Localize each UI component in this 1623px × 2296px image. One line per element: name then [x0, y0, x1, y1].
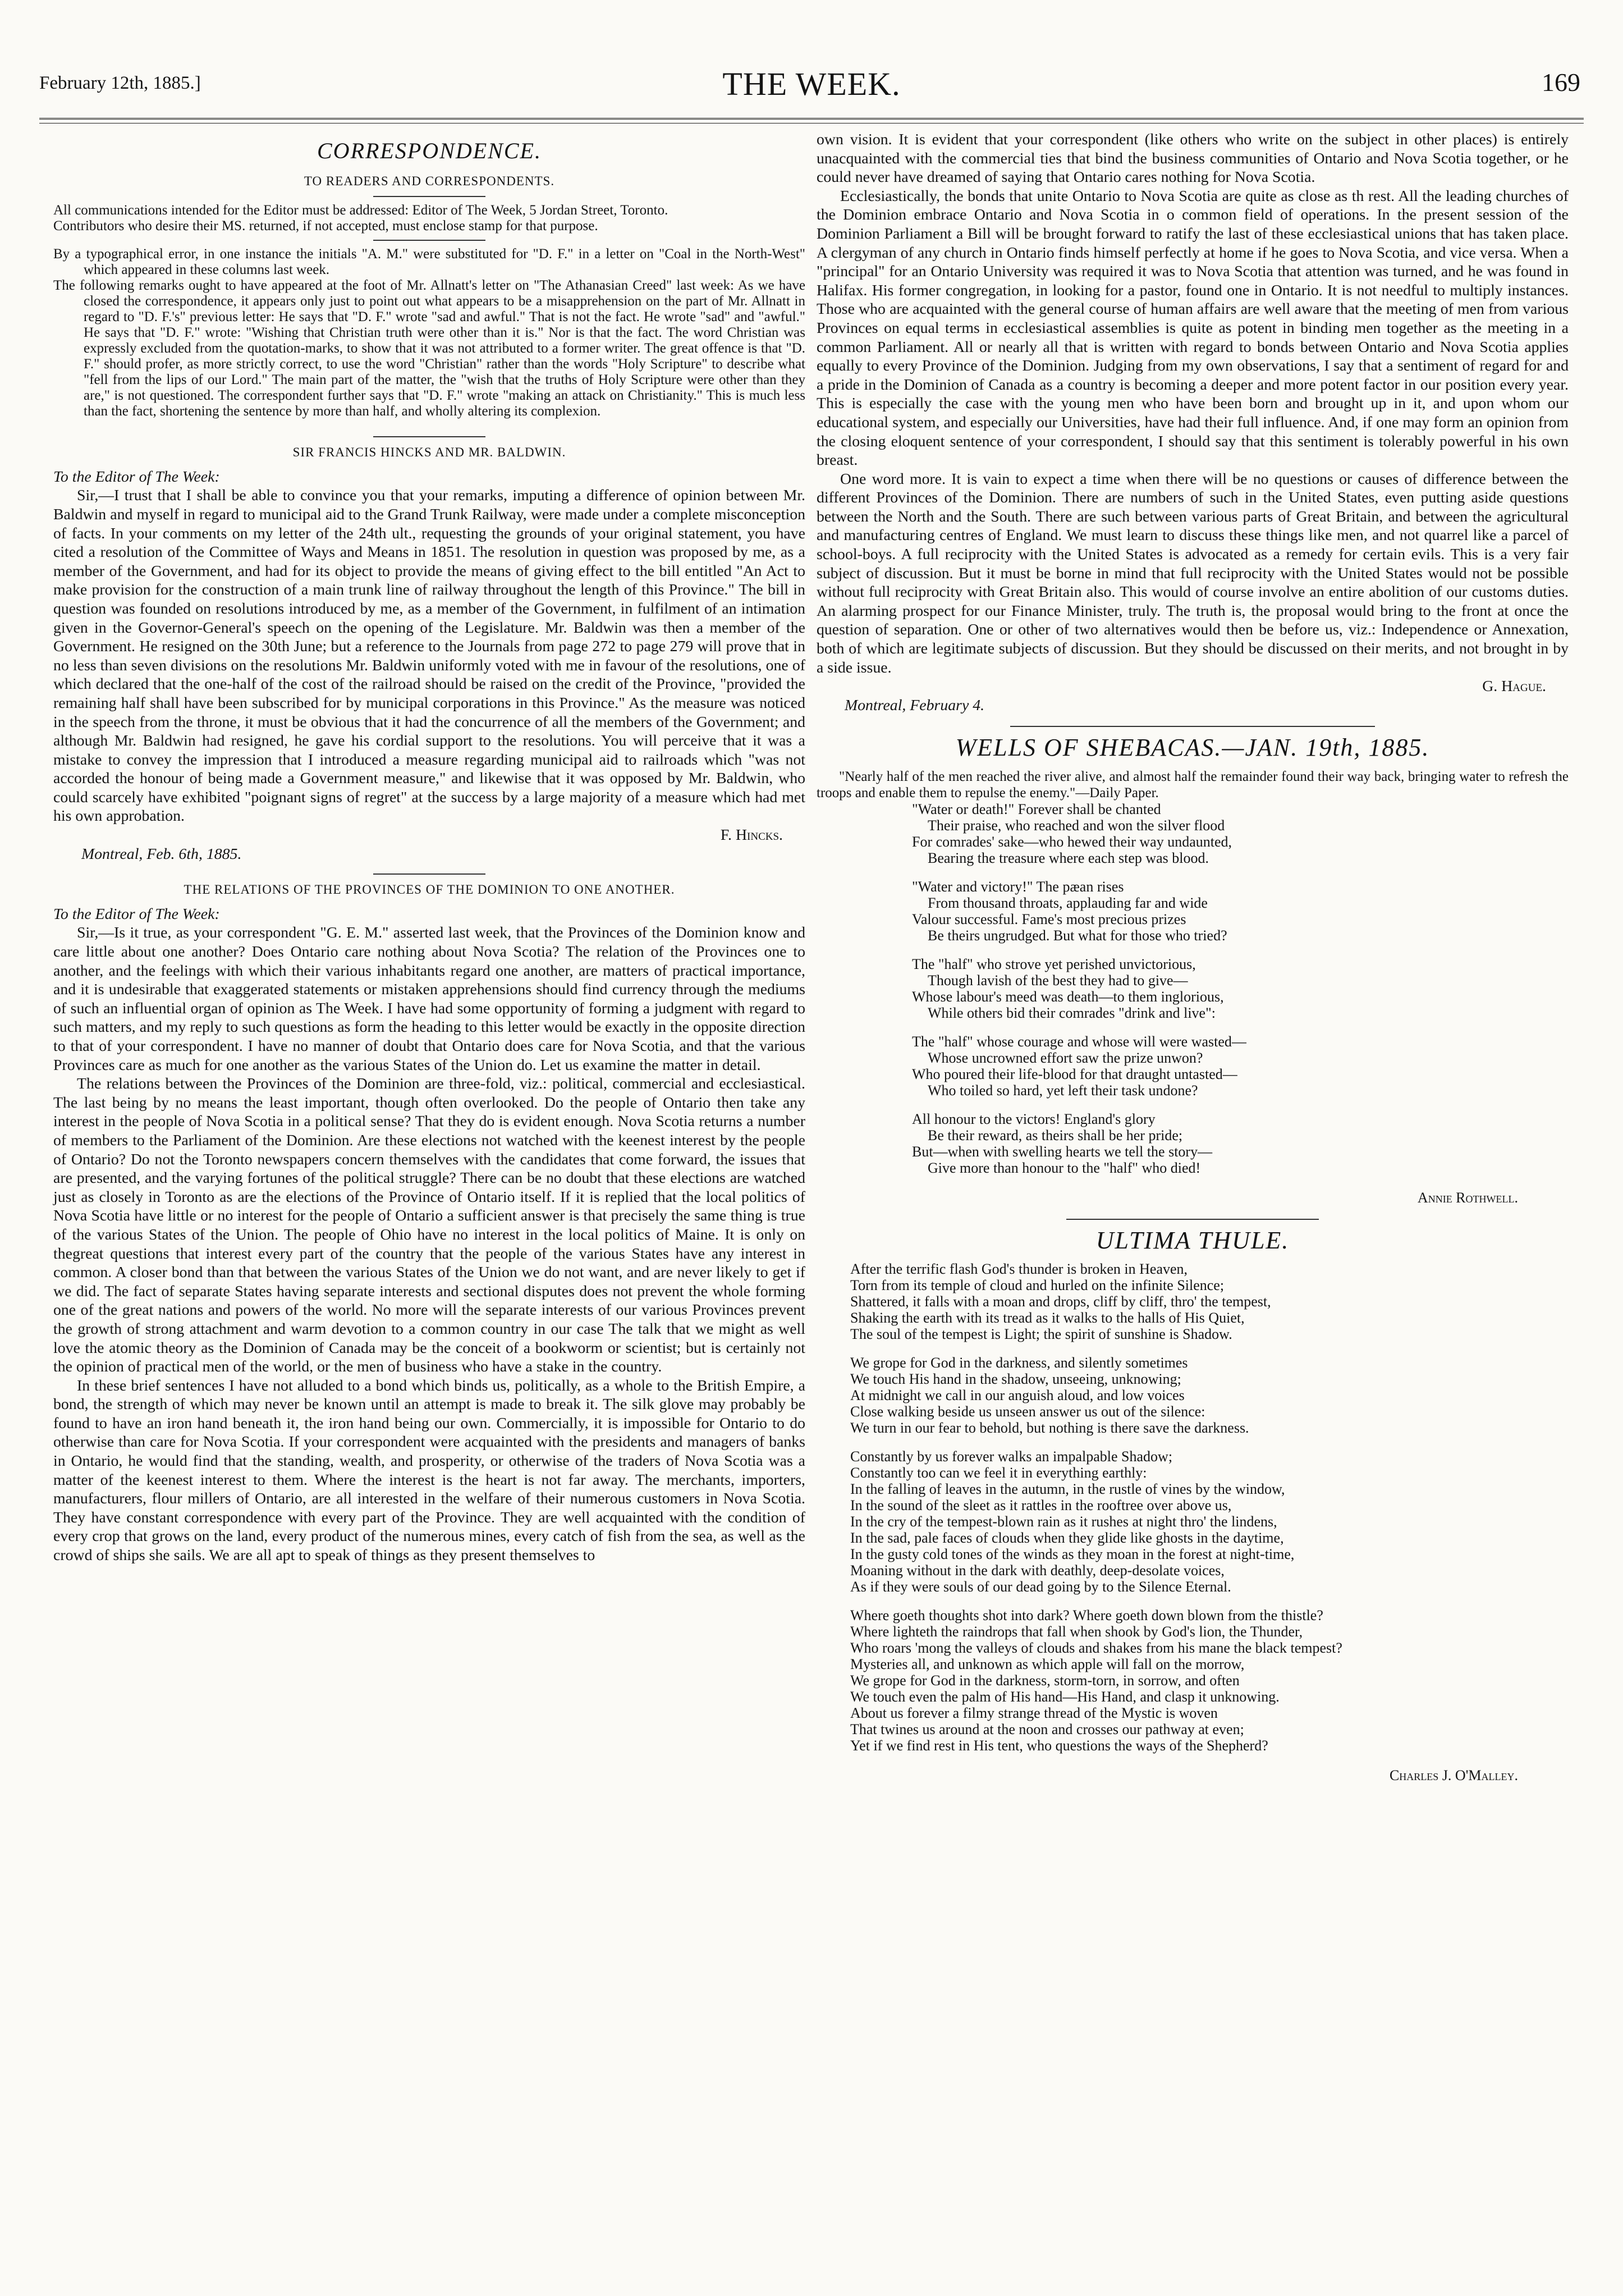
poem-line: Shaking the earth with its tread as it walks to the halls of His Quiet,: [850, 1310, 1245, 1327]
poem-line: Constantly too can we feel it in everything earthly:: [850, 1465, 1147, 1481]
hincks-letter-body: Sir,—I trust that I shall be able to convince you that your remarks, imputing a difference of opinion between Mr. Baldwin and myself in regard to municipal aid to the Grand Trunk Railway, were made under a complete misconception of facts. In your comments on my letter of the 24th ult., requesting the grounds of your original statement, you have cited a resolution of the Committee of Ways and Means in 1851. The resolution in question was proposed by me, as a member of the Government, and had for its object to provide the means of giving effect to the bill entitled "An Act to make provision for the construction of a main trunk line of railway throughout the length of this Province." The bill in question was founded on resolutions introduced by me, as a member of the Government, in fulfilment of an intimation given in the Governor-General's speech on the opening of the Legislature. Mr. Baldwin was then a member of the Government. He resigned on the 30th June; but a reference to the Journals from page 272 to page 279 will prove that in no less than seven divisions on the resolutions Mr. Baldwin uniformly voted with me in favour of the resolutions, one of which declared that the one-half of the cost of the railroad should be raised on the credit of the Province, "provided the remaining half shall have been subscribed for by municipal corporations in this Province." As the measure was noticed in the speech from the throne, it must be obvious that it had the concurrence of all the members of the Government; and although Mr. Baldwin had resigned, he gave his cordial support to the resolutions. You will perceive that it was a mistake to convey the impression that I introduced a measure regarding municipal aid to railroads which "was not accorded the honour of being made a Government measure," and likewise that it was opposed by Mr. Baldwin, who could scarcely have exhibited "poignant signs of regret" at the success by a large majority of a measure which had met his own approbation.: [53, 487, 805, 825]
divider: [373, 240, 485, 241]
readers-heading: TO READERS AND CORRESPONDENTS.: [304, 173, 555, 188]
thule-poem: [817, 1261, 1569, 1754]
correspondence-heading: CORRESPONDENCE.: [317, 138, 542, 163]
poem-line: We touch even the palm of His hand—His Hand, and clasp it unknowing.: [850, 1689, 1280, 1705]
poem-stanza: [817, 956, 1569, 1021]
poem-line: "Water or death!" Forever shall be chanted: [912, 801, 1161, 817]
poem-line: Where goeth thoughts shot into dark? Where goeth down blown from the thistle?: [850, 1607, 1323, 1624]
poem-line: Give more than honour to the "half" who died!: [928, 1160, 1201, 1176]
poem-line: Who poured their life-blood for that draught untasted—: [912, 1066, 1237, 1082]
poem-line: The "half" whose courage and whose will were wasted—: [912, 1033, 1246, 1050]
divider: [1066, 1219, 1319, 1220]
poem-line: Yet if we find rest in His tent, who questions the ways of the Shepherd?: [850, 1737, 1268, 1754]
poem-line: Who roars 'mong the valleys of clouds and shakes from his mane the black tempest?: [850, 1640, 1342, 1657]
wells-poem: [817, 801, 1569, 1176]
poem-line: Their praise, who reached and won the silver flood: [928, 817, 1225, 834]
poem-stanza: [817, 1355, 1569, 1436]
poem-line: Bearing the treasure where each step was blood.: [928, 850, 1209, 866]
poem-line: About us forever a filmy strange thread of the Mystic is woven: [850, 1705, 1218, 1722]
poem-line: Where lighteth the raindrops that fall when shook by God's lion, the Thunder,: [850, 1623, 1303, 1640]
poem-line: Moaning without in the dark with deathly, deep-desolate voices,: [850, 1562, 1225, 1579]
poem-line: Mysteries all, and unknown as which apple will fall on the morrow,: [850, 1656, 1245, 1673]
relations-paragraph: In these brief sentences I have not alluded to a bond which binds us, politically, as a whole to the British Empire, a bond, the strength of which may never be known until an attempt is made to break it. The silk glove may probably be found to have an iron hand beneath it, the iron hand being our own. Commercially, it is impossible for Ontario to do otherwise than care for Nova Scotia. If your correspondent were acquainted with the presidents and managers of banks in Ontario, he would find that the standing, wealth, and prosperity, or otherwise of the traders of Nova Scotia was a matter of the keenest interest to them. Where the interest is the heart is not far away. The merchants, importers, manufacturers, flour millers of Ontario, are all interested in the welfare of their numerous customers in Nova Scotia. They have constant correspondence with every part of the Province. They are well acquainted with the condition of every crop that grows on the land, every product of the numerous mines, every catch of fish from the sea, as well as the crowd of ships she sails. We are all apt to speak of things as they present themselves to: [53, 1376, 805, 1565]
hincks-heading: SIR FRANCIS HINCKS AND MR. BALDWIN.: [292, 445, 566, 460]
poem-stanza: [817, 1111, 1569, 1176]
poem-stanza: [817, 801, 1569, 866]
wells-epigraph: "Nearly half of the men reached the river alive, and almost half the remainder found their way back, bringing water to refresh the troops and enable them to repulse the enemy."—Daily Paper.: [817, 769, 1569, 801]
poem-line: We grope for God in the darkness, storm-torn, in sorrow, and often: [850, 1672, 1240, 1689]
poem-line: In the gusty cold tones of the winds as they moan in the forest at night-time,: [850, 1546, 1295, 1563]
poem-line: But—when with swelling hearts we tell the story—: [912, 1144, 1213, 1160]
hincks-dateline: Montreal, Feb. 6th, 1885.: [81, 845, 242, 863]
editor-address-notice: All communications intended for the Editor must be addressed: Editor of The Week, 5 Jordan Street, Toronto.: [53, 203, 668, 218]
divider: [373, 873, 485, 875]
poem-line: That twines us around at the noon and crosses our pathway at even;: [850, 1721, 1244, 1738]
issue-date: February 12th, 1885.]: [39, 73, 201, 93]
masthead-title: THE WEEK.: [722, 66, 901, 102]
poem-line: Constantly by us forever walks an impalpable Shadow;: [850, 1448, 1173, 1465]
poem-line: Be theirs ungrudged. But what for those who tried?: [928, 927, 1227, 944]
poem-stanza: [817, 1033, 1569, 1099]
hincks-signature: F. Hincks.: [720, 826, 783, 844]
poem-line: Though lavish of the best they had to give—: [928, 972, 1188, 989]
poem-line: The soul of the tempest is Light; the spirit of sunshine is Shadow.: [850, 1326, 1232, 1343]
poem-line: The "half" who strove yet perished unvictorious,: [912, 956, 1196, 972]
poem-line: In the sad, pale faces of clouds when they glide like ghosts in the daytime,: [850, 1530, 1284, 1547]
poem-line: Be their reward, as theirs shall be her pride;: [928, 1127, 1183, 1144]
divider: [1010, 726, 1375, 727]
poem-line: In the falling of leaves in the autumn, in the rustle of vines by the window,: [850, 1481, 1285, 1498]
poem-line: At midnight we call in our anguish aloud, and low voices: [850, 1387, 1185, 1404]
errata-note: By a typographical error, in one instance the initials "A. M." were substituted for "D. F." in a letter on "Coal in the North-West" which appeared in these columns last week.: [53, 246, 805, 278]
relations-paragraph: Sir,—Is it true, as your correspondent "G. E. M." asserted last week, that the Provinces of the Dominion know and care little about one another? Does Ontario care nothing about Nova Scotia? The relation of the Provinces one to another, and the feelings with which their various inhabitants regard one another, are matters of practical importance, and it is undesirable that exaggerated statements or mistaken apprehensions should find currency through the mediums of such an influential organ of opinion as The Week. I have had some opportunity of forming a judgment with regard to such matters, and my reply to such questions as form the heading to this letter would be exactly in the opposite direction to that of your correspondent. I have no manner of doubt that Ontario does care for Nova Scotia, and that the various Provinces care as much for one another as the various States of the Union do. Let us examine the matter in detail.: [53, 924, 805, 1074]
poem-line: We touch His hand in the shadow, unseeing, unknowing;: [850, 1371, 1181, 1388]
page-header: [39, 67, 1584, 112]
poem-line: For comrades' sake—who hewed their way undaunted,: [912, 834, 1232, 850]
thule-author: Charles J. O'Malley.: [1389, 1767, 1518, 1784]
right-column: [817, 130, 1569, 1785]
poem-line: From thousand throats, applauding far and wide: [928, 895, 1208, 911]
divider: [373, 436, 485, 437]
wells-poem-title: WELLS OF SHEBACAS.—JAN. 19th, 1885.: [955, 734, 1430, 762]
poem-line: After the terrific flash God's thunder is broken in Heaven,: [850, 1261, 1188, 1278]
poem-line: Whose labour's meed was death—to them inglorious,: [912, 989, 1224, 1005]
poem-line: Who toiled so hard, yet left their task undone?: [928, 1082, 1198, 1099]
poem-line: All honour to the victors! England's glory: [912, 1111, 1156, 1127]
thule-poem-title: ULTIMA THULE.: [1095, 1226, 1290, 1254]
wells-author: Annie Rothwell.: [1417, 1190, 1518, 1206]
poem-line: Shattered, it falls with a moan and drops, cliff by cliff, thro' the tempest,: [850, 1293, 1271, 1310]
hincks-addressee: To the Editor of The Week:: [53, 468, 220, 486]
hague-dateline: Montreal, February 4.: [845, 696, 985, 714]
poem-stanza: [817, 879, 1569, 944]
poem-line: We turn in our fear to behold, but nothing is there save the darkness.: [850, 1420, 1249, 1437]
poem-stanza: [817, 1448, 1569, 1595]
poem-line: Valour successful. Fame's most precious prizes: [912, 911, 1186, 927]
contributors-notice: Contributors who desire their MS. returned, if not accepted, must enclose stamp for that purpose.: [53, 218, 598, 234]
allnatt-note: The following remarks ought to have appeared at the foot of Mr. Allnatt's letter on "The Athanasian Creed" last week: As we have closed the correspondence, it appears only just to point out what appears to be a misapprehension on the part of Mr. Allnatt in regard to "D. F.'s" previous letter: He says that "D. F." wrote "sad and awful." That is not the fact. He wrote "sad" and "awful." He says that "D. F." wrote: "Wishing that Christian truth were other than it is." Nor is that the fact. The word Christian was expressly excluded from the quotation-marks, to show that it was not attributed to a former writer. The great offence is that "D. F." should profer, as more strictly correct, to use the word "Christian" rather than the words "Holy Scripture" to describe what "fell from the lips of our Lord." The main part of the matter, the "wish that the truths of Holy Scripture were other than they are," is not questioned. The correspondent further says that "D. F." wrote "making an attack on Christianity." This is much less than the fact, shortening the sentence by more than half, and wholly altering its complexion.: [53, 278, 805, 419]
relations-addressee: To the Editor of The Week:: [53, 905, 220, 923]
relations-paragraph: The relations between the Provinces of the Dominion are three-fold, viz.: political, commercial and ecclesiastical. The last being by no means the least important, though often overlooked. Do the people of Ontario then take any interest in the people of Nova Scotia in a political sense? That they do is evident enough. Nova Scotia returns a number of members to the Parliament of the Dominion. Are these elections not watched with the keenest interest by the people of Ontario? Do not the Toronto newspapers concern themselves with the candidates that come forward, the issues that are presented, and the varying fortunes of the political struggle? There can be no doubt that these elections are watched just as closely in Toronto as are the elections of the Province of Ontario itself. If it is replied that the local politics of Nova Scotia have little or no interest for the people of Ontario a sufficient answer is that precisely the same thing is true of the various States of the Union. The people of Ohio have no interest in the local politics of Maine. It is only on thegreat questions that interest every part of the country that the people of the various States have any interest in common. A closer bond than that between the various States of the Union we do not want, and are never likely to get if we did. The fact of separate States having separate interests and sectional disputes does not prevent the whole forming one of the great nations and powers of the world. No more will the separate interests of our various Provinces prevent the growth of strong attachment and warm devotion to a common country in our case The talk that we might as well love the atomic theory as the Dominion of Canada may be the conceit of a bookworm or scientist; but is certainly not the opinion of practical men of the world, or the men of business who have a stake in the country.: [53, 1075, 805, 1376]
relations-continued: own vision. It is evident that your correspondent (like others who write on the subject in other places) is entirely unacquainted with the commercial ties that bind the business communities of Ontario and Nova Scotia together, or he could never have dreamed of saying that Ontario cares nothing for Nova Scotia.: [817, 131, 1569, 186]
poem-stanza: [817, 1607, 1569, 1754]
relations-heading: THE RELATIONS OF THE PROVINCES OF THE DOMINION TO ONE ANOTHER.: [184, 882, 675, 897]
poem-line: In the sound of the sleet as it rattles in the rooftree over above us,: [850, 1497, 1232, 1514]
poem-line: Whose uncrowned effort saw the prize unwon?: [928, 1050, 1203, 1066]
poem-line: We grope for God in the darkness, and silently sometimes: [850, 1355, 1188, 1371]
poem-line: In the cry of the tempest-blown rain as it rushes at night thro' the lindens,: [850, 1513, 1277, 1530]
poem-line: Torn from its temple of cloud and hurled on the infinite Silence;: [850, 1277, 1225, 1294]
poem-line: As if they were souls of our dead going by to the Silence Eternal.: [850, 1579, 1231, 1595]
header-rule: [39, 118, 1584, 124]
relations-continued: Ecclesiastically, the bonds that unite Ontario to Nova Scotia are quite as close as th rest. All the leading churches of the Dominion embrace Ontario and Nova Scotia in o common field of operations. In the present session of the Dominion Parliament a Bill will be brought forward to ratify the last of these ecclesiastical unions that has taken place. A clergyman of any church in Ontario finds himself perfectly at home if he goes to Nova Scotia, and vice versa. When a "principal" for an Ontario University was required it was to Nova Scotia that attention was turned, and he was found in Halifax. His former congregation, in looking for a pastor, found one in Ontario. It is not needful to multiply instances. Those who are acquainted with the general course of human affairs are well aware that the meeting of men from various Provinces on equal terms in ecclesiastical assemblies is quite as potent in binding men together as the meeting in a common Parliament. All or nearly all that is written with regard to bonds between Ontario and Nova Scotia applies equally to every Province of the Dominion. Judging from my own observations, I say that a sentiment of regard for and a pride in the Dominion of Canada as a country is becoming a deeper and more potent factor in our position every year. This is especially the case with the young men who have been born and brought up in it, and upon whom our educational system, and especially our Universities, have had their full influence. And, if one may form an opinion from the closing eloquent sentence of your correspondent, I should say that this sentiment is tolerably powerful in his own breast.: [817, 187, 1569, 469]
poem-line: While others bid their comrades "drink and live":: [928, 1005, 1216, 1021]
divider: [373, 196, 485, 197]
hague-signature: G. Hague.: [1482, 678, 1546, 696]
relations-continued: One word more. It is vain to expect a time when there will be no questions or causes of difference between the different Provinces of the Dominion. There are numbers of such in the United States, even putting aside questions between the North and the South. There are such between various parts of Great Britain, and between the agricultural and manufacturing centres of England. We must learn to discuss these things like men, and not quarrel like a parcel of school-boys. A full reciprocity with the United States is advocated as a remedy for certain evils. This is a very fair subject of discussion. But it must be borne in mind that full reciprocity with the United States would not be possible without full reciprocity with Great Britain also. This would of course involve an entire abolition of our customs duties. An alarming prospect for our Finance Minister, truly. The truth is, the proposal would bring to the front at once the question of separation. One or other of two alternatives would then be before us, viz.: Independence or Annexation, both of which are legitimate subjects of discussion. But they should be discussed on their merits, and not brought in by a side issue.: [817, 470, 1569, 676]
left-column: [53, 130, 805, 1565]
poem-stanza: [817, 1261, 1569, 1342]
poem-line: Close walking beside us unseen answer us out of the silence:: [850, 1403, 1205, 1420]
page-number: 169: [1542, 68, 1580, 97]
poem-line: "Water and victory!" The pæan rises: [912, 879, 1124, 895]
